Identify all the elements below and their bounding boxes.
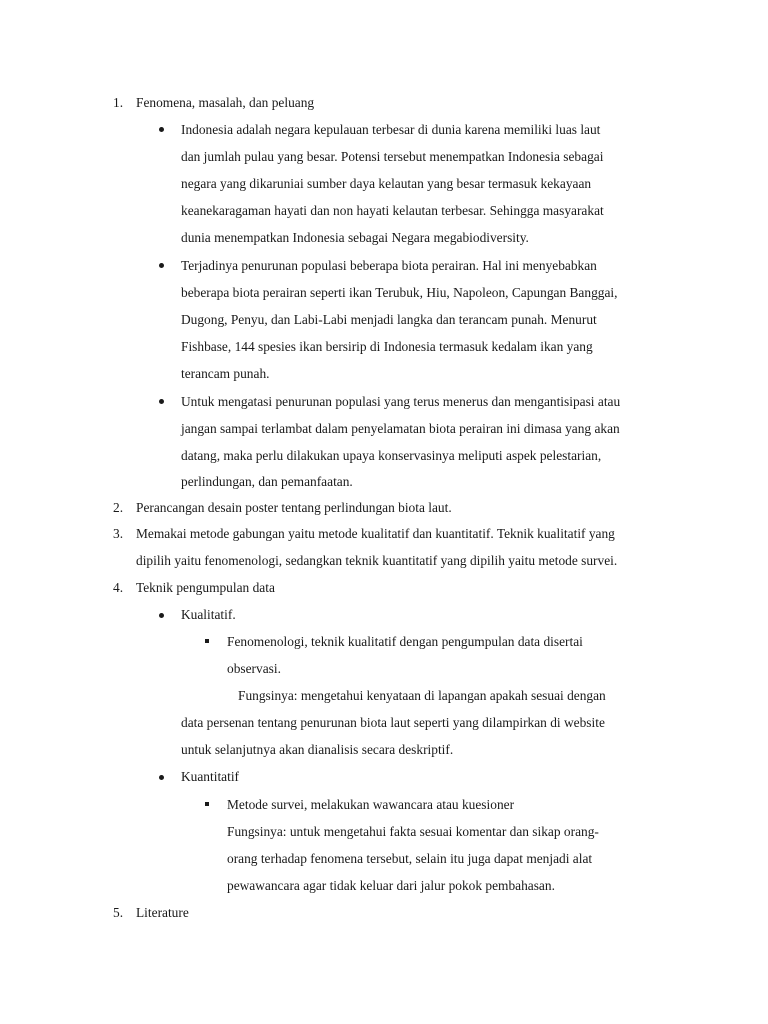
- kuantitatif-sub-line-2: Fungsinya: untuk mengetahui fakta sesuai komentar dan sikap orang-: [227, 824, 599, 839]
- square-bullet-icon: [205, 802, 209, 806]
- list-number-1: 1.: [113, 95, 124, 110]
- item-1-title: Fenomena, masalah, dan peluang: [136, 95, 315, 110]
- kualitatif-fungsi-line-2: data persenan tentang penurunan biota laut seperti yang dilampirkan di website: [181, 715, 605, 730]
- square-bullet-icon: [205, 639, 209, 643]
- bullet-icon: [159, 613, 164, 618]
- kualitatif-label: Kualitatif.: [181, 607, 236, 622]
- item-5-title: Literature: [136, 905, 189, 920]
- list-number-4: 4.: [113, 580, 124, 595]
- bullet-1-3-line-1: Untuk mengatasi penurunan populasi yang terus menerus dan mengantisipasi atau: [181, 394, 621, 409]
- kuantitatif-sub-line-1: Metode survei, melakukan wawancara atau kuesioner: [227, 797, 515, 812]
- item-3-line-2: dipilih yaitu fenomenologi, sedangkan teknik kuantitatif yang dipilih yaitu metode survei.: [136, 553, 618, 568]
- item-2-title: Perancangan desain poster tentang perlindungan biota laut.: [136, 500, 452, 515]
- kuantitatif-sub-line-3: orang terhadap fenomena tersebut, selain itu juga dapat menjadi alat: [227, 851, 593, 866]
- kuantitatif-label: Kuantitatif: [181, 769, 240, 784]
- bullet-icon: [159, 263, 164, 268]
- bullet-1-2-line-3: Dugong, Penyu, dan Labi-Labi menjadi langka dan terancam punah. Menurut: [181, 312, 597, 327]
- kuantitatif-sub-line-4: pewawancara agar tidak keluar dari jalur pokok pembahasan.: [227, 878, 555, 893]
- bullet-icon: [159, 399, 164, 404]
- item-4-title: Teknik pengumpulan data: [136, 580, 275, 595]
- list-number-2: 2.: [113, 500, 124, 515]
- bullet-1-2-line-1: Terjadinya penurunan populasi beberapa biota perairan. Hal ini menyebabkan: [181, 258, 597, 273]
- bullet-1-3-line-4: perlindungan, dan pemanfaatan.: [181, 474, 353, 489]
- bullet-1-2-line-5: terancam punah.: [181, 366, 270, 381]
- list-number-5: 5.: [113, 905, 124, 920]
- bullet-icon: [159, 775, 164, 780]
- bullet-1-3-line-2: jangan sampai terlambat dalam penyelamatan biota perairan ini dimasa yang akan: [181, 421, 620, 436]
- bullet-1-3-line-3: datang, maka perlu dilakukan upaya konservasinya meliputi aspek pelestarian,: [181, 448, 602, 463]
- item-3-line-1: Memakai metode gabungan yaitu metode kualitatif dan kuantitatif. Teknik kualitatif yang: [136, 526, 615, 541]
- list-number-3: 3.: [113, 526, 124, 541]
- bullet-1-1-line-5: dunia menempatkan Indonesia sebagai Negara megabiodiversity.: [181, 230, 529, 245]
- bullet-icon: [159, 127, 164, 132]
- bullet-1-1-line-4: keanekaragaman hayati dan non hayati kelautan terbesar. Sehingga masyarakat: [181, 203, 604, 218]
- kualitatif-sub-line-2: observasi.: [227, 661, 281, 676]
- bullet-1-2-line-2: beberapa biota perairan seperti ikan Terubuk, Hiu, Napoleon, Capungan Banggai,: [181, 285, 618, 300]
- kualitatif-fungsi-line-3: untuk selanjutnya akan dianalisis secara deskriptif.: [181, 742, 454, 757]
- bullet-1-1-line-2: dan jumlah pulau yang besar. Potensi tersebut menempatkan Indonesia sebagai: [181, 149, 604, 164]
- kualitatif-fungsi-line-1: Fungsinya: mengetahui kenyataan di lapangan apakah sesuai dengan: [238, 688, 606, 703]
- bullet-1-1-line-1: Indonesia adalah negara kepulauan terbesar di dunia karena memiliki luas laut: [181, 122, 601, 137]
- bullet-1-1-line-3: negara yang dikaruniai sumber daya kelautan yang besar termasuk kekayaan: [181, 176, 592, 191]
- bullet-1-2-line-4: Fishbase, 144 spesies ikan bersirip di Indonesia termasuk kedalam ikan yang: [181, 339, 593, 354]
- kualitatif-sub-line-1: Fenomenologi, teknik kualitatif dengan pengumpulan data disertai: [227, 634, 583, 649]
